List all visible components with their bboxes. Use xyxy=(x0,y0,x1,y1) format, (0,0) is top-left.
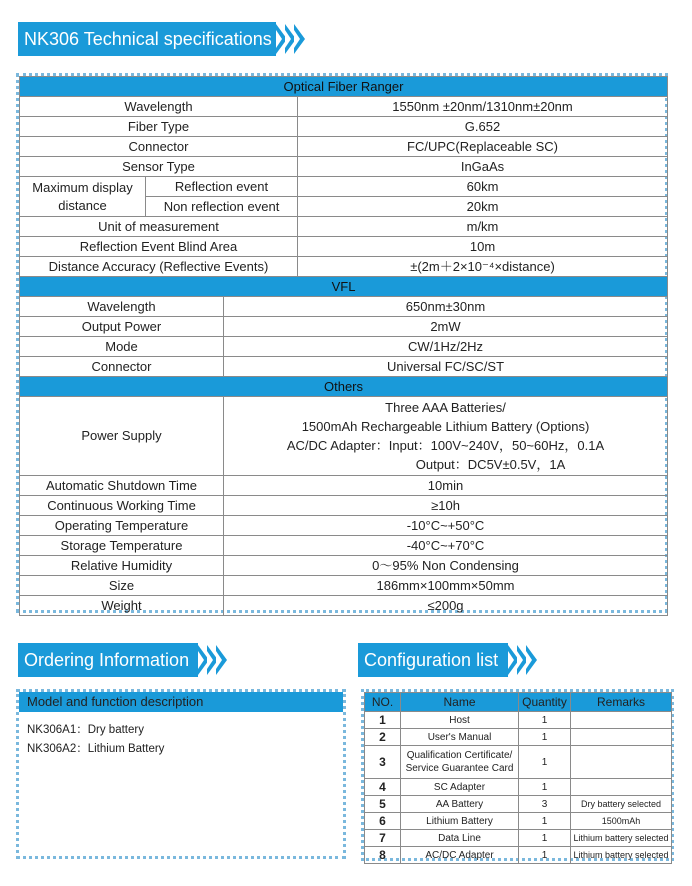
config-remarks: Dry battery selected xyxy=(571,796,672,813)
ordering-title: Ordering Information xyxy=(24,649,190,670)
spec-value: ±(2m＋2×10⁻⁴×distance) xyxy=(298,257,668,277)
spec-value: 10min xyxy=(224,476,668,496)
spec-value: 60km xyxy=(298,177,668,197)
config-name: User's Manual xyxy=(401,729,519,746)
config-qty: 1 xyxy=(519,847,571,864)
spec-label: Weight xyxy=(20,596,224,616)
config-qty: 1 xyxy=(519,813,571,830)
config-remarks xyxy=(571,779,672,796)
config-qty: 1 xyxy=(519,779,571,796)
config-qty: 1 xyxy=(519,830,571,847)
table-row xyxy=(20,297,668,317)
config-remarks: Lithium battery selected xyxy=(571,847,672,864)
spec-label: Continuous Working Time xyxy=(20,496,224,516)
spec-value: 2mW xyxy=(224,317,668,337)
config-name: Qualification Certificate/ Service Guarantee Card xyxy=(401,746,519,779)
power-line: Output：DC5V±0.5V，1A xyxy=(415,457,566,472)
spec-table-frame xyxy=(16,73,668,613)
config-qty: 1 xyxy=(519,746,571,779)
config-no: 8 xyxy=(365,847,401,864)
table-row xyxy=(20,397,668,476)
spec-label: Relative Humidity xyxy=(20,556,224,576)
config-no: 6 xyxy=(365,813,401,830)
power-line: Three AAA Batteries/ xyxy=(385,400,506,415)
config-header-qty: Quantity xyxy=(519,693,571,712)
spec-value: 0～95% Non Condensing xyxy=(224,556,668,576)
section-row xyxy=(20,77,668,97)
table-row xyxy=(20,496,668,516)
spec-label: Wavelength xyxy=(20,97,298,117)
table-row xyxy=(365,813,672,830)
table-row xyxy=(20,536,668,556)
table-row xyxy=(20,257,668,277)
spec-label: Automatic Shutdown Time xyxy=(20,476,224,496)
table-row xyxy=(20,516,668,536)
table-row xyxy=(20,97,668,117)
ordering-head: Model and function description xyxy=(19,692,343,712)
spec-value: 650nm±30nm xyxy=(224,297,668,317)
config-no: 4 xyxy=(365,779,401,796)
page-title: NK306 Technical specifications xyxy=(24,28,272,49)
table-row xyxy=(365,746,672,779)
spec-value: Universal FC/SC/ST xyxy=(224,357,668,377)
spec-value: 186mm×100mm×50mm xyxy=(224,576,668,596)
config-header-name: Name xyxy=(401,693,519,712)
chevron-right-icon xyxy=(198,643,225,677)
table-row xyxy=(20,476,668,496)
config-frame xyxy=(361,689,674,861)
spec-value: ≤200g xyxy=(224,596,668,616)
spec-label: Fiber Type xyxy=(20,117,298,137)
spec-label: Size xyxy=(20,576,224,596)
spec-label: Connector xyxy=(20,137,298,157)
config-no: 1 xyxy=(365,712,401,729)
table-row xyxy=(20,237,668,257)
config-qty: 1 xyxy=(519,729,571,746)
config-remarks: 1500mAh xyxy=(571,813,672,830)
section-row xyxy=(20,377,668,397)
config-name: SC Adapter xyxy=(401,779,519,796)
spec-label: Output Power xyxy=(20,317,224,337)
table-row xyxy=(20,596,668,616)
spec-value: 20km xyxy=(298,197,668,217)
ordering-line-2: NK306A2：Lithium Battery xyxy=(27,743,165,755)
spec-value: 1550nm ±20nm/1310nm±20nm xyxy=(298,97,668,117)
config-remarks: Lithium battery selected xyxy=(571,830,672,847)
config-no: 3 xyxy=(365,746,401,779)
spec-label: Maximum display distance xyxy=(20,177,146,217)
chevron-right-icon xyxy=(276,22,303,56)
config-header-no: NO. xyxy=(365,693,401,712)
config-name: Data Line xyxy=(401,830,519,847)
config-remarks xyxy=(571,729,672,746)
spec-label: Unit of measurement xyxy=(20,217,298,237)
table-row xyxy=(20,177,668,197)
table-row xyxy=(20,317,668,337)
spec-label: Mode xyxy=(20,337,224,357)
table-row xyxy=(20,217,668,237)
config-no: 7 xyxy=(365,830,401,847)
power-line: AC/DC Adapter：Input：100V~240V，50~60Hz，0.1A xyxy=(286,438,605,453)
table-row xyxy=(20,576,668,596)
spec-value: -10°C~+50°C xyxy=(224,516,668,536)
spec-value: -40°C~+70°C xyxy=(224,536,668,556)
table-row xyxy=(365,779,672,796)
spec-value: G.652 xyxy=(298,117,668,137)
table-row xyxy=(365,729,672,746)
config-remarks xyxy=(571,746,672,779)
spec-value: m/km xyxy=(298,217,668,237)
table-row xyxy=(365,830,672,847)
chevron-right-icon xyxy=(508,643,535,677)
section-title-vfl: VFL xyxy=(20,277,668,297)
ordering-frame xyxy=(16,689,346,859)
spec-value: FC/UPC(Replaceable SC) xyxy=(298,137,668,157)
table-row xyxy=(365,796,672,813)
config-name: AA Battery xyxy=(401,796,519,813)
spec-value: ≥10h xyxy=(224,496,668,516)
config-name: Host xyxy=(401,712,519,729)
config-table xyxy=(364,692,672,864)
spec-label: Connector xyxy=(20,357,224,377)
table-row xyxy=(365,712,672,729)
spec-label: Storage Temperature xyxy=(20,536,224,556)
table-row xyxy=(20,157,668,177)
config-name: AC/DC Adapter xyxy=(401,847,519,864)
spec-value: InGaAs xyxy=(298,157,668,177)
table-row xyxy=(20,556,668,576)
table-row xyxy=(365,847,672,864)
spec-label: Sensor Type xyxy=(20,157,298,177)
config-no: 2 xyxy=(365,729,401,746)
config-header-remarks: Remarks xyxy=(571,693,672,712)
spec-label: Reflection Event Blind Area xyxy=(20,237,298,257)
spec-label: Power Supply xyxy=(20,397,224,476)
config-banner xyxy=(358,643,508,677)
power-line: 1500mAh Rechargeable Lithium Battery (Options) xyxy=(301,419,590,434)
config-no: 5 xyxy=(365,796,401,813)
section-row xyxy=(20,277,668,297)
ordering-banner xyxy=(18,643,198,677)
spec-label: Distance Accuracy (Reflective Events) xyxy=(20,257,298,277)
table-row xyxy=(20,337,668,357)
table-row xyxy=(20,117,668,137)
table-row xyxy=(20,357,668,377)
title-banner xyxy=(18,22,276,56)
config-qty: 1 xyxy=(519,712,571,729)
section-title-ofr: Optical Fiber Ranger xyxy=(20,77,668,97)
table-row xyxy=(20,137,668,157)
spec-value: CW/1Hz/2Hz xyxy=(224,337,668,357)
section-title-others: Others xyxy=(20,377,668,397)
spec-sublabel: Reflection event xyxy=(146,177,298,197)
ordering-line-1: NK306A1：Dry battery xyxy=(27,724,144,736)
spec-sublabel: Non reflection event xyxy=(146,197,298,217)
config-title: Configuration list xyxy=(364,649,499,670)
spec-value: 10m xyxy=(298,237,668,257)
config-name: Lithium Battery xyxy=(401,813,519,830)
spec-label: Wavelength xyxy=(20,297,224,317)
spec-table xyxy=(19,76,668,616)
power-supply-value xyxy=(224,397,668,476)
config-remarks xyxy=(571,712,672,729)
config-qty: 3 xyxy=(519,796,571,813)
spec-label: Operating Temperature xyxy=(20,516,224,536)
